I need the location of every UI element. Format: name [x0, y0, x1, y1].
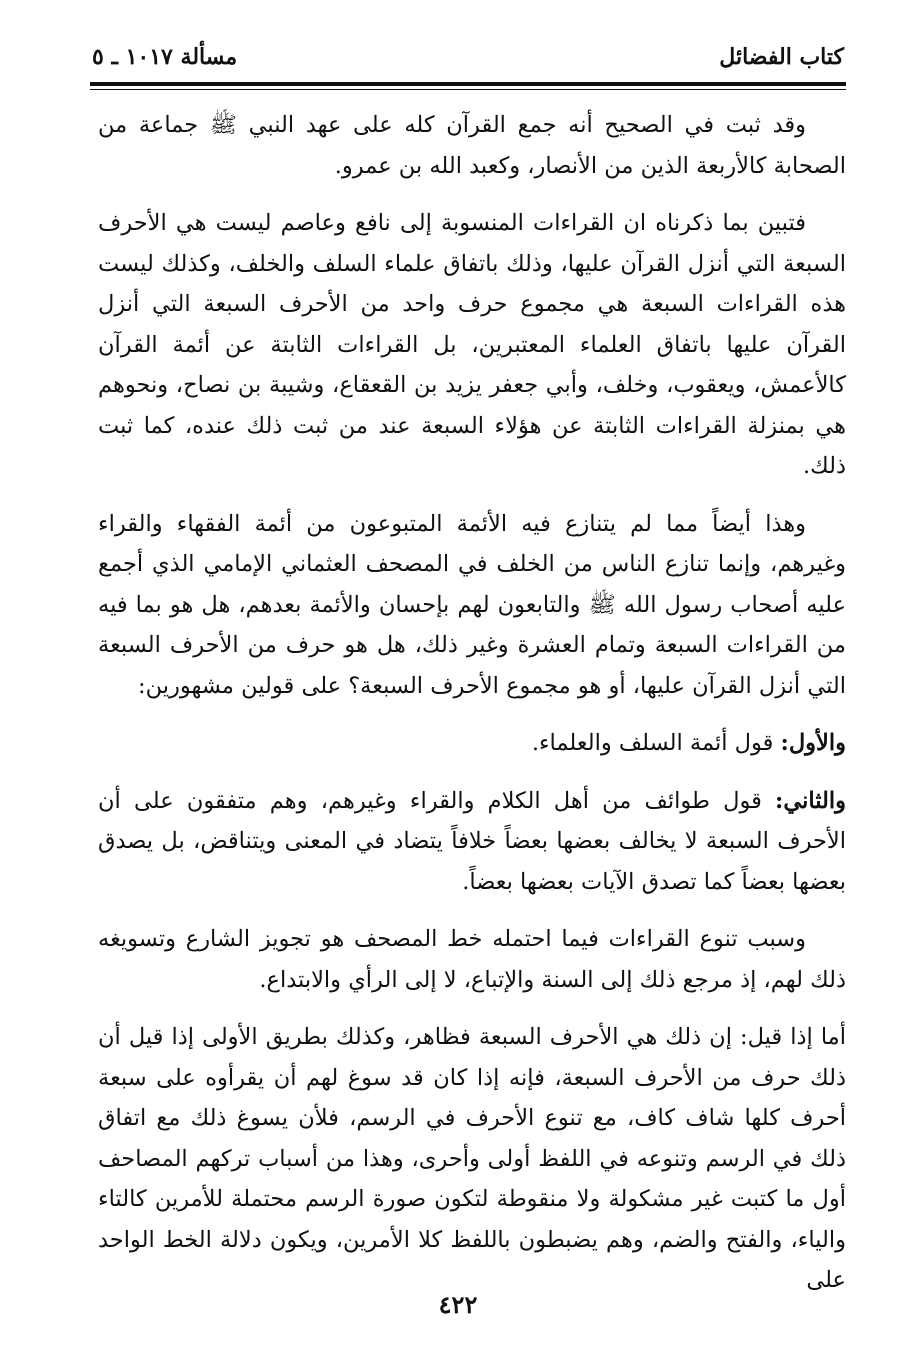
paragraph-7 [98, 1017, 846, 1301]
paragraph-text: وسبب تنوع القراءات فيما احتمله خط المصحف هو تجويز الشارع وتسويغه ذلك لهم، إذ مرجع ذلك إلى السنة والإتباع، لا إلى الرأي والابتداع. [98, 926, 846, 993]
paragraph-text: وقد ثبت في الصحيح أنه جمع القرآن كله على عهد النبي ﷺ جماعة من الصحابة كالأربعة الذين من الأنصار، وكعبد الله بن عمرو. [98, 112, 846, 179]
issue-reference: مسألة ١٠١٧ ـ ٥ [92, 44, 238, 70]
paragraph-text: أما إذا قيل: إن ذلك هي الأحرف السبعة فظاهر، وكذلك بطريق الأولى إذا قيل أن ذلك حرف من الأحرف السبعة، فإنه إذا كان قد سوغ لهم أن يقرأوه على سبعة أحرف كلها شاف كاف، مع تنوع الأحرف في الرسم، فلأن يسوغ ذلك مع اتفاق ذلك في الرسم وتنوعه في اللفظ أولى وأحرى، وهذا من أسباب تركهم المصاحف أول ما كتبت غير مشكولة ولا منقوطة لتكون صورة الرسم محتملة للأمرين كالتاء والياء، والفتح والضم، وهم يضبطون باللفظ كلا الأمرين، ويكون دلالة الخط الواحد على [98, 1024, 846, 1293]
paragraph-text: وهذا أيضاً مما لم يتنازع فيه الأئمة المتبوعون من أئمة الفقهاء والقراء وغيرهم، وإنما تنازع الناس من الخلف في المصحف العثماني الإمامي الذي أجمع عليه أصحاب رسول الله ﷺ والتابعون لهم بإحسان والأئمة بعدهم، هل هو بما فيه من القراءات السبعة وتمام العشرة وغير ذلك، هل هو حرف من الأحرف السبعة التي أنزل القرآن عليها، أو هو مجموع الأحرف السبعة؟ على قولين مشهورين: [98, 510, 846, 699]
paragraph-text: فتبين بما ذكرناه ان القراءات المنسوبة إلى نافع وعاصم ليست هي الأحرف السبعة التي أنزل القرآن عليها، وذلك باتفاق علماء السلف والخلف، وكذلك ليست هذه القراءات السبعة هي مجموع حرف واحد من الأحرف السبعة التي أنزل القرآن عليها باتفاق العلماء المعتبرين، بل القراءات الثابتة عن أئمة القرآن كالأعمش، ويعقوب، وخلف، وأبي جعفر يزيد بن القعقاع، وشيبة بن نصاح، ونحوهم هي بمنزلة القراءات الثابتة عن هؤلاء السبعة عند من ثبت ذلك عنده، كما ثبت ذلك. [98, 210, 846, 479]
paragraph-2 [98, 203, 846, 487]
page-number: ٤٢٢ [438, 1290, 478, 1319]
paragraph-second-opinion [98, 781, 846, 903]
second-opinion-lead: والثاني: [775, 787, 846, 814]
paragraph-text: قول أئمة السلف والعلماء. [531, 730, 781, 756]
paragraph-first-opinion [98, 723, 846, 764]
header-rule-thin [90, 89, 846, 90]
paragraph-3 [98, 504, 846, 707]
running-head [92, 40, 844, 74]
header-rule-thick [90, 82, 846, 86]
paragraph-1 [98, 105, 846, 186]
body-text [98, 105, 846, 1318]
paragraph-text: قول طوائف من أهل الكلام والقراء وغيرهم، وهم متفقون على أن الأحرف السبعة لا يخالف بعضها بعضاً خلافاً يتضاد في المعنى ويتناقض، بل يصدق بعضها بعضاً كما تصدق الآيات بعضها بعضاً. [98, 787, 846, 895]
first-opinion-lead: والأول: [780, 730, 846, 756]
paragraph-6 [98, 919, 846, 1000]
chapter-title: كتاب الفضائل [719, 44, 844, 70]
